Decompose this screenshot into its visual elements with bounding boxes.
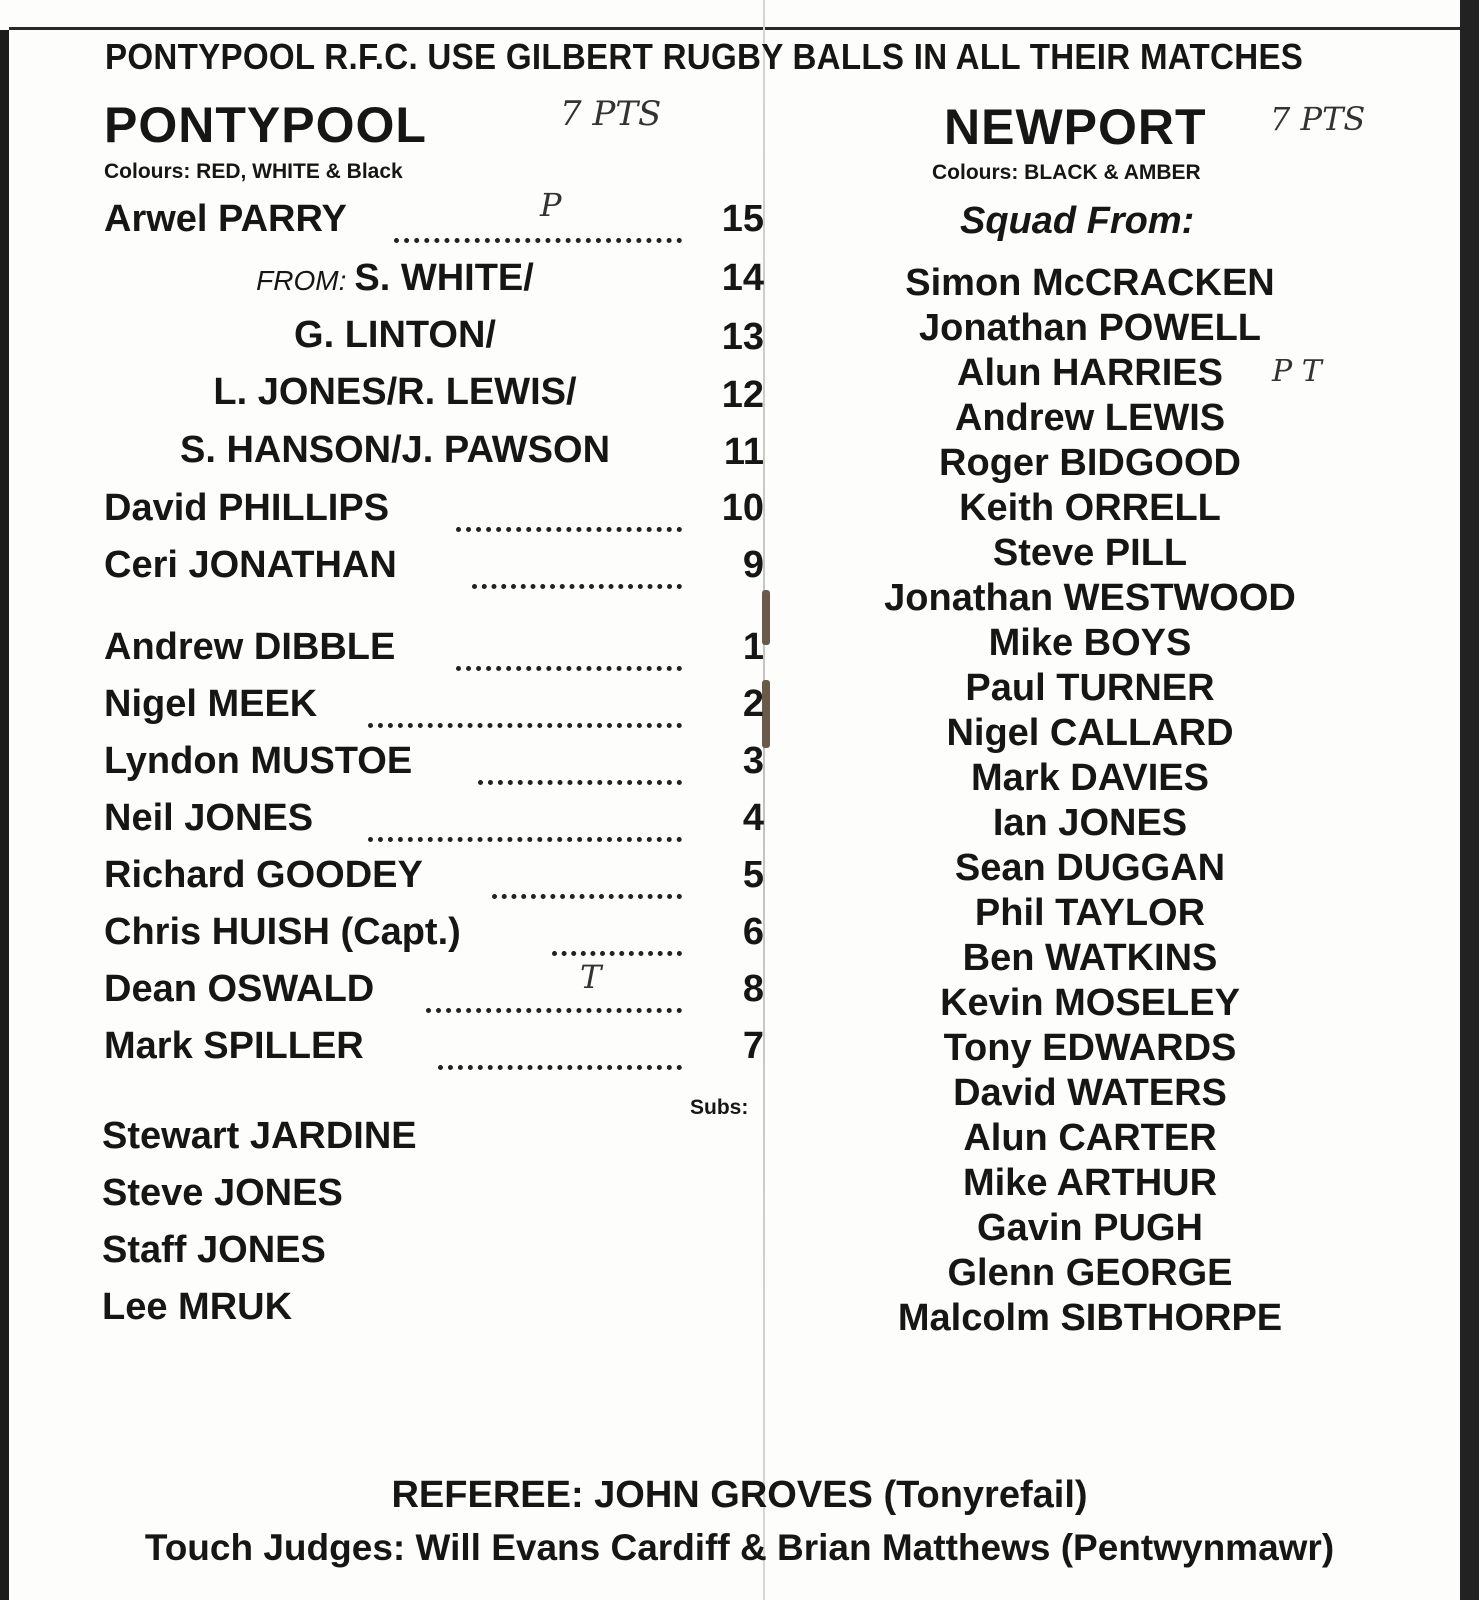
home-colours: Colours: RED, WHITE & Black (104, 160, 403, 183)
alternatives-text: S. WHITE/ (354, 257, 534, 299)
player-number: 8 (742, 968, 764, 1010)
player-name: Arwel PARRY (104, 198, 347, 240)
touch-judges-line: Touch Judges: Will Evans Cardiff & Brian Matthews (Pentwynmawr) (144, 1527, 1335, 1568)
player-number: 12 (721, 374, 764, 416)
home-sub: Steve JONES (102, 1172, 343, 1214)
player-number: 2 (742, 683, 764, 725)
home-player-row (104, 626, 764, 670)
player-number: 11 (723, 431, 764, 473)
home-player-row (104, 683, 764, 727)
player-number: 9 (742, 544, 764, 586)
home-sub: Stewart JARDINE (102, 1115, 417, 1157)
away-squad-member: Kevin MOSELEY (940, 982, 1240, 1024)
sponsor-banner: PONTYPOOL R.F.C. USE GILBERT RUGBY BALLS IN ALL THEIR MATCHES (105, 36, 1304, 77)
leader-dots (426, 968, 682, 1013)
player-name: Chris HUISH (Capt.) (104, 911, 461, 953)
home-team-name: PONTYPOOL (104, 97, 427, 153)
player-number: 7 (742, 1025, 764, 1067)
player-name: Lyndon MUSTOE (104, 740, 413, 782)
away-squad-member: Jonathan WESTWOOD (884, 577, 1296, 619)
away-squad-member: Nigel CALLARD (946, 712, 1234, 754)
player-name: Nigel MEEK (104, 683, 318, 725)
away-squad-member: Sean DUGGAN (954, 847, 1226, 889)
player-number: 5 (742, 854, 764, 896)
home-player-row (104, 911, 764, 955)
away-squad-member: Tony EDWARDS (943, 1027, 1237, 1069)
handwritten-mark: P T (1272, 354, 1322, 389)
away-squad-member: Andrew LEWIS (954, 397, 1226, 439)
away-squad-member: Steve PILL (992, 532, 1188, 574)
handwritten-mark: P (540, 186, 562, 224)
away-squad-member: Mike ARTHUR (962, 1162, 1218, 1204)
player-number: 4 (742, 797, 764, 839)
home-player-row (104, 968, 764, 1012)
player-number: 1 (742, 626, 764, 668)
away-squad-member: Ian JONES (992, 802, 1188, 844)
away-squad-member: David WATERS (953, 1072, 1227, 1114)
player-number: 10 (721, 487, 764, 529)
away-squad-member: Keith ORRELL (959, 487, 1221, 529)
away-squad-member: Ben WATKINS (962, 937, 1218, 979)
home-player-row (104, 198, 764, 242)
leader-dots (492, 854, 682, 899)
referee-line: REFEREE: JOHN GROVES (Tonyrefail) (391, 1474, 1088, 1516)
leader-dots (368, 683, 682, 728)
player-name: Andrew DIBBLE (104, 626, 396, 668)
paper-edge-top (9, 27, 1460, 30)
leader-dots (472, 544, 682, 589)
leader-dots (456, 487, 682, 532)
leader-dots (394, 198, 682, 243)
home-player-row (104, 797, 764, 841)
player-number: 3 (742, 740, 764, 782)
leader-dots (552, 911, 682, 956)
paper-edge-left (0, 30, 9, 1600)
away-squad-member: Alun HARRIES (957, 352, 1223, 394)
leader-dots (438, 1025, 682, 1070)
home-sub: Staff JONES (102, 1229, 326, 1271)
home-sub: Lee MRUK (102, 1286, 293, 1328)
player-name: Neil JONES (104, 797, 314, 839)
leader-dots (478, 740, 682, 785)
away-squad-member: Gavin PUGH (977, 1207, 1203, 1249)
player-number: 14 (721, 257, 764, 299)
away-squad-member: Glenn GEORGE (947, 1252, 1233, 1294)
home-alternatives-line: S. HANSON/J. PAWSON (179, 429, 611, 471)
player-name: David PHILLIPS (104, 487, 390, 529)
home-player-row (104, 854, 764, 898)
away-team-name: NEWPORT (944, 99, 1207, 155)
away-score-note: 7 PTS (1270, 100, 1366, 138)
away-squad-member: Simon McCRACKEN (905, 262, 1275, 304)
away-squad-member: Alun CARTER (963, 1117, 1217, 1159)
from-label: FROM: (256, 265, 347, 296)
away-squad-member: Mike BOYS (988, 622, 1192, 664)
away-squad-member: Roger BIDGOOD (939, 442, 1241, 484)
player-number: 13 (721, 316, 764, 358)
player-number: 15 (721, 198, 764, 240)
player-name: Richard GOODEY (104, 854, 423, 896)
away-squad-member: Paul TURNER (965, 667, 1215, 709)
player-name: Ceri JONATHAN (104, 544, 397, 586)
home-alternatives-line: L. JONES/R. LEWIS/ (213, 371, 577, 413)
leader-dots (456, 626, 682, 671)
leader-dots (368, 797, 682, 842)
home-player-row (104, 487, 764, 531)
home-player-row (104, 740, 764, 784)
player-name: Dean OSWALD (104, 968, 375, 1010)
player-number: 6 (742, 911, 764, 953)
away-squad-member: Malcolm SIBTHORPE (897, 1297, 1283, 1339)
away-squad-member: Jonathan POWELL (919, 307, 1261, 349)
home-alternatives-line: G. LINTON/ (294, 314, 496, 356)
subs-label: Subs: (690, 1096, 749, 1119)
handwritten-mark: T (580, 958, 602, 996)
away-squad-member: Phil TAYLOR (974, 892, 1206, 934)
player-name: Mark SPILLER (104, 1025, 364, 1067)
away-colours: Colours: BLACK & AMBER (932, 161, 1201, 184)
home-player-row (104, 544, 764, 588)
away-squad-title: Squad From: (960, 200, 1195, 242)
home-alternatives-line (115, 257, 675, 301)
paper-edge-right (1460, 0, 1479, 1600)
home-player-row (104, 1025, 764, 1069)
home-score-note: 7 PTS (560, 94, 662, 134)
away-squad-member: Mark DAVIES (971, 757, 1209, 799)
